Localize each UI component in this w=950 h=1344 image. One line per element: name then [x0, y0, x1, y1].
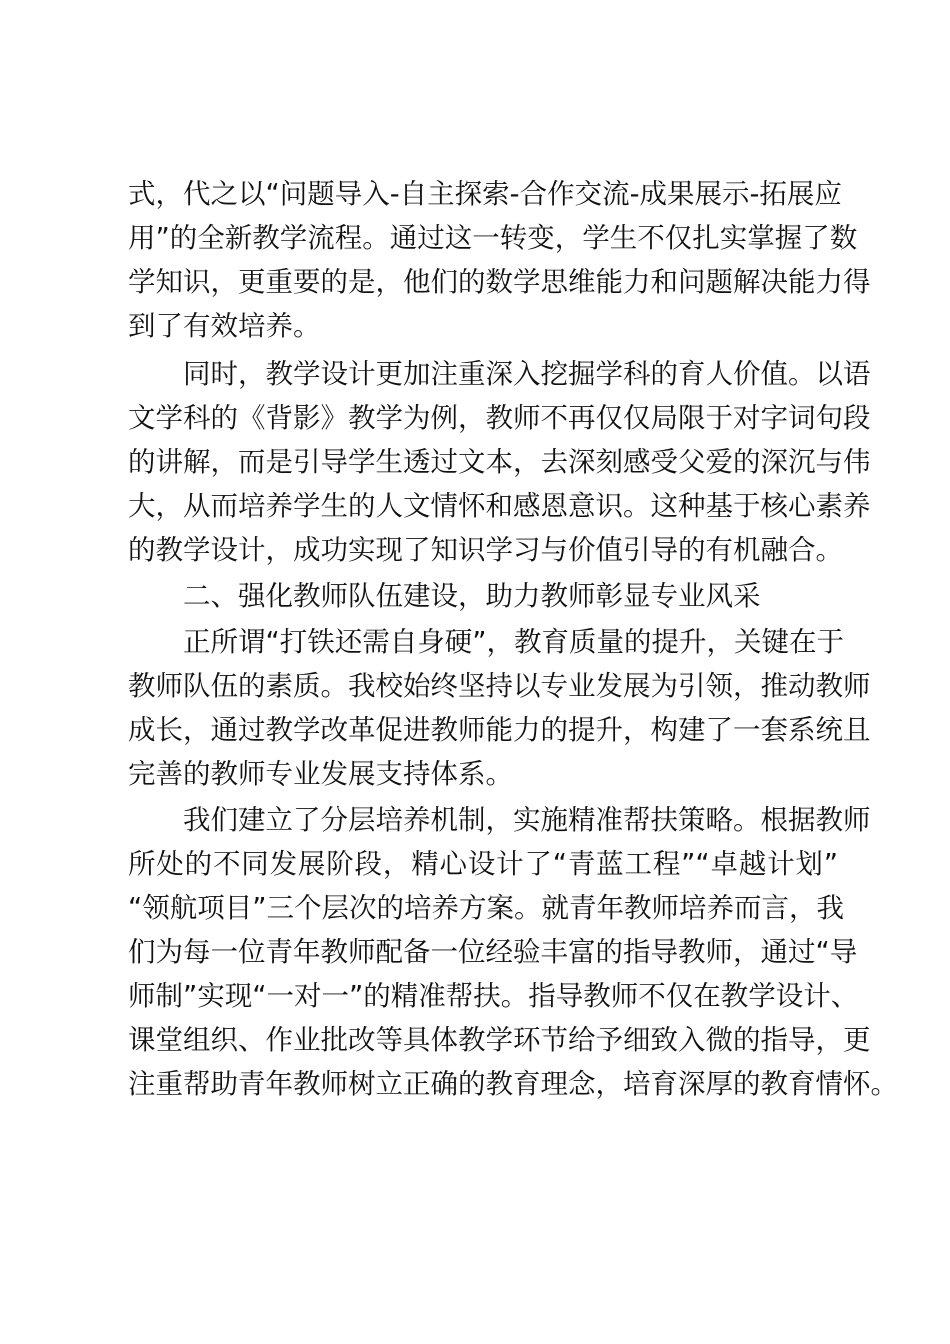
text-line: 学知识，更重要的是，他们的数学思维能力和问题解决能力得	[128, 266, 871, 298]
text-line: 教师队伍的素质。我校始终坚持以专业发展为引领，推动教师	[128, 670, 871, 702]
text-line: 的教学设计，成功实现了知识学习与价值引导的有机融合。	[128, 534, 843, 566]
text-line: 的讲解，而是引导学生透过文本，去深刻感受父爱的深沉与伟	[128, 446, 871, 478]
text-line: 注重帮助青年教师树立正确的教育理念，培育深厚的教育情怀。	[128, 1068, 898, 1100]
text-line: 到了有效培养。	[128, 310, 321, 342]
text-line: 课堂组织、作业批改等具体教学环节给予细致入微的指导，更	[128, 1024, 871, 1056]
text-line: 完善的教师专业发展支持体系。	[128, 758, 513, 790]
text-line: 同时，教学设计更加注重深入挖掘学科的育人价值。以语	[183, 358, 871, 390]
text-line: 们为每一位青年教师配备一位经验丰富的指导教师，通过“导	[128, 936, 858, 968]
text-line: 所处的不同发展阶段，精心设计了“青蓝工程”“卓越计划”	[128, 848, 838, 880]
text-line: “领航项目”三个层次的培养方案。就青年教师培养而言，我	[128, 892, 844, 924]
text-line: 我们建立了分层培养机制，实施精准帮扶策略。根据教师	[183, 804, 871, 836]
text-line: 大，从而培养学生的人文情怀和感恩意识。这种基于核心素养	[128, 490, 871, 522]
text-line: 式，代之以“问题导入-自主探索-合作交流-成果展示-拓展应	[128, 178, 842, 210]
section-heading: 二、强化教师队伍建设，助力教师彰显专业风采	[183, 580, 761, 612]
text-line: 师制”实现“一对一”的精准帮扶。指导教师不仅在教学设计、	[128, 980, 859, 1012]
text-line: 成长，通过教学改革促进教师能力的提升，构建了一套系统且	[128, 714, 871, 746]
text-line: 正所谓“打铁还需自身硬”，教育质量的提升，关键在于	[183, 626, 844, 658]
text-line: 用”的全新教学流程。通过这一转变，学生不仅扎实掌握了数	[128, 222, 858, 254]
text-line: 文学科的《背影》教学为例，教师不再仅仅局限于对字词句段	[128, 402, 871, 434]
